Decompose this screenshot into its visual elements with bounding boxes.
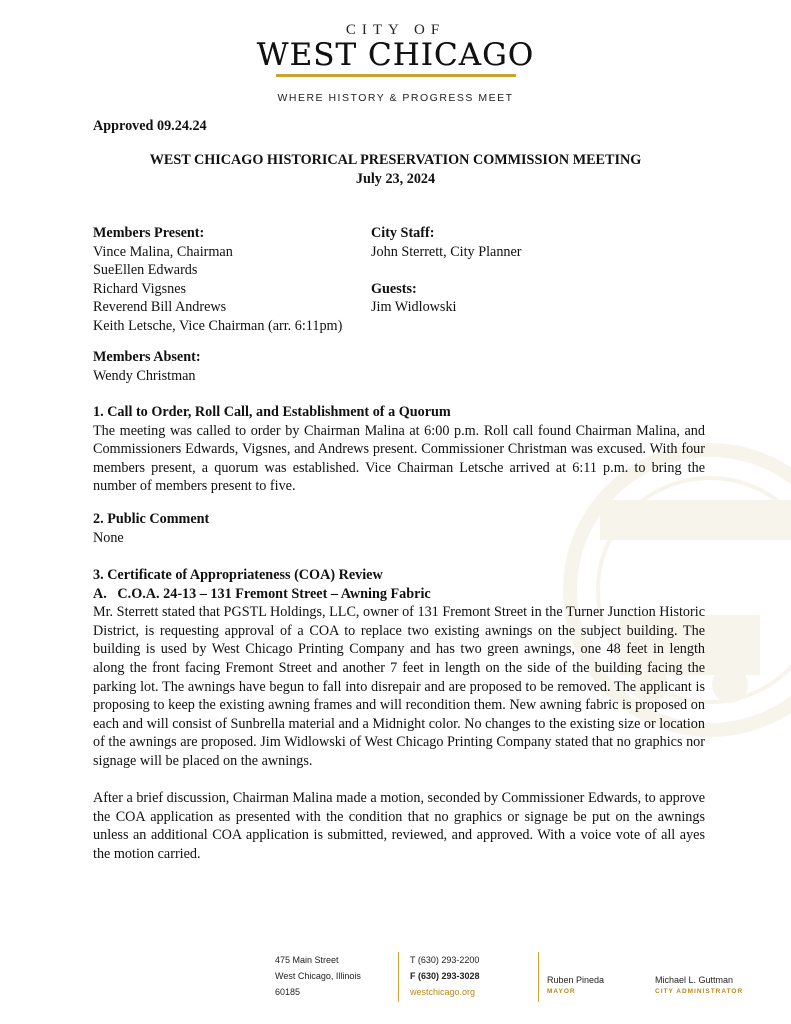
- administrator-name: Michael L. Guttman: [655, 975, 734, 985]
- footer-mayor: [547, 974, 604, 998]
- members-present-heading: Members Present:: [93, 225, 205, 241]
- member-name: Reverend Bill Andrews: [93, 299, 227, 316]
- section3-subheading: A. C.O.A. 24-13 – 131 Fremont Street – Awning Fabric: [93, 585, 431, 602]
- member-name: SueEllen Edwards: [93, 262, 198, 279]
- staff-guests-block: [371, 224, 522, 317]
- absent-member-name: Wendy Christman: [93, 367, 196, 384]
- footer-administrator: [655, 974, 743, 998]
- tagline: WHERE HISTORY & PROGRESS MEET: [277, 92, 514, 104]
- section-coa-review: [93, 566, 705, 864]
- guests-heading: Guests:: [371, 280, 417, 297]
- footer-divider: [398, 952, 399, 1002]
- city-staff-heading: City Staff:: [371, 225, 435, 241]
- footer-address: 475 Main Street West Chicago, Illinois 60185: [275, 955, 361, 997]
- logo-underline: [276, 74, 516, 77]
- section1-text: The meeting was called to order by Chairman Malina at 6:00 p.m. Roll call found Chairman Malina, and Commissioners Edwards, Vigsnes, and Andrews present. Commissioner Christman was excused. With four members present, a quorum was established. Vice Chairman Letsche arrived at 6:11 p.m. to bring the number of members present to five.: [93, 422, 705, 495]
- mayor-name: Ruben Pineda: [547, 975, 605, 985]
- footer-divider: [538, 952, 539, 1002]
- letterhead-footer: [0, 948, 791, 1008]
- meeting-title-line1: WEST CHICAGO HISTORICAL PRESERVATION COMMISSION MEETING: [149, 152, 642, 168]
- section2-text: None: [93, 529, 124, 546]
- member-name: Richard Vigsnes: [93, 280, 187, 297]
- section-call-to-order: [93, 403, 705, 496]
- section-public-comment: [93, 510, 705, 547]
- city-logo: [0, 22, 791, 77]
- member-name: Vince Malina, Chairman: [93, 243, 233, 260]
- approved-date: Approved 09.24.24: [93, 118, 207, 134]
- footer-fax: F (630) 293-3028: [410, 971, 480, 981]
- members-absent-heading: Members Absent:: [93, 349, 201, 365]
- administrator-role: CITY ADMINISTRATOR: [655, 988, 744, 995]
- footer-website-link[interactable]: westchicago.org: [410, 987, 476, 997]
- section3-para2: After a brief discussion, Chairman Malina made a motion, seconded by Commissioner Edwards, to approve the COA application as presented with the condition that no graphics or signage be put on the awnings unless an additional COA application is submitted, reviewed, and approved. With a voice vote of all ayes the motion carried.: [93, 790, 705, 862]
- meeting-title: [0, 151, 791, 188]
- mayor-role: MAYOR: [547, 988, 576, 995]
- footer-contact: [410, 952, 480, 1000]
- section3-heading: 3. Certificate of Appropriateness (COA) Review: [93, 567, 383, 583]
- footer-phone: T (630) 293-2200: [410, 955, 480, 965]
- meeting-date: July 23, 2024: [355, 170, 436, 187]
- members-absent-block: [93, 348, 201, 385]
- member-name: Keith Letsche, Vice Chairman (arr. 6:11pm): [93, 317, 343, 334]
- logo-city-of: CITY OF: [345, 22, 446, 38]
- staff-name: John Sterrett, City Planner: [371, 243, 522, 260]
- members-present-block: [93, 224, 342, 336]
- guest-name: Jim Widlowski: [371, 299, 457, 316]
- section3-para1: Mr. Sterrett stated that PGSTL Holdings, LLC, owner of 131 Fremont Street in the Turner Junction Historic District, is requesting approval of a COA to replace two existing awnings on the subject building. The building is used by West Chicago Printing Company and has two green awnings, one 48 feet in length along the front facing Fremont Street and another 7 feet in length on the side of the building facing the parking lot. The awnings have begun to fall into disrepair and are proposed to be removed. The applicant is proposing to keep the existing awning frames and will recondition them. New awning fabric is proposed on each and will consist of Sunbrella material and a Midnight color. No changes to the existing size or location of the awnings are proposed. Jim Widlowski of West Chicago Printing Company stated that no graphics nor signage will be placed on the awnings.: [93, 604, 705, 769]
- section2-heading: 2. Public Comment: [93, 511, 210, 527]
- logo-city-name: WEST CHICAGO: [256, 37, 535, 73]
- section1-heading: 1. Call to Order, Roll Call, and Establishment of a Quorum: [93, 404, 451, 420]
